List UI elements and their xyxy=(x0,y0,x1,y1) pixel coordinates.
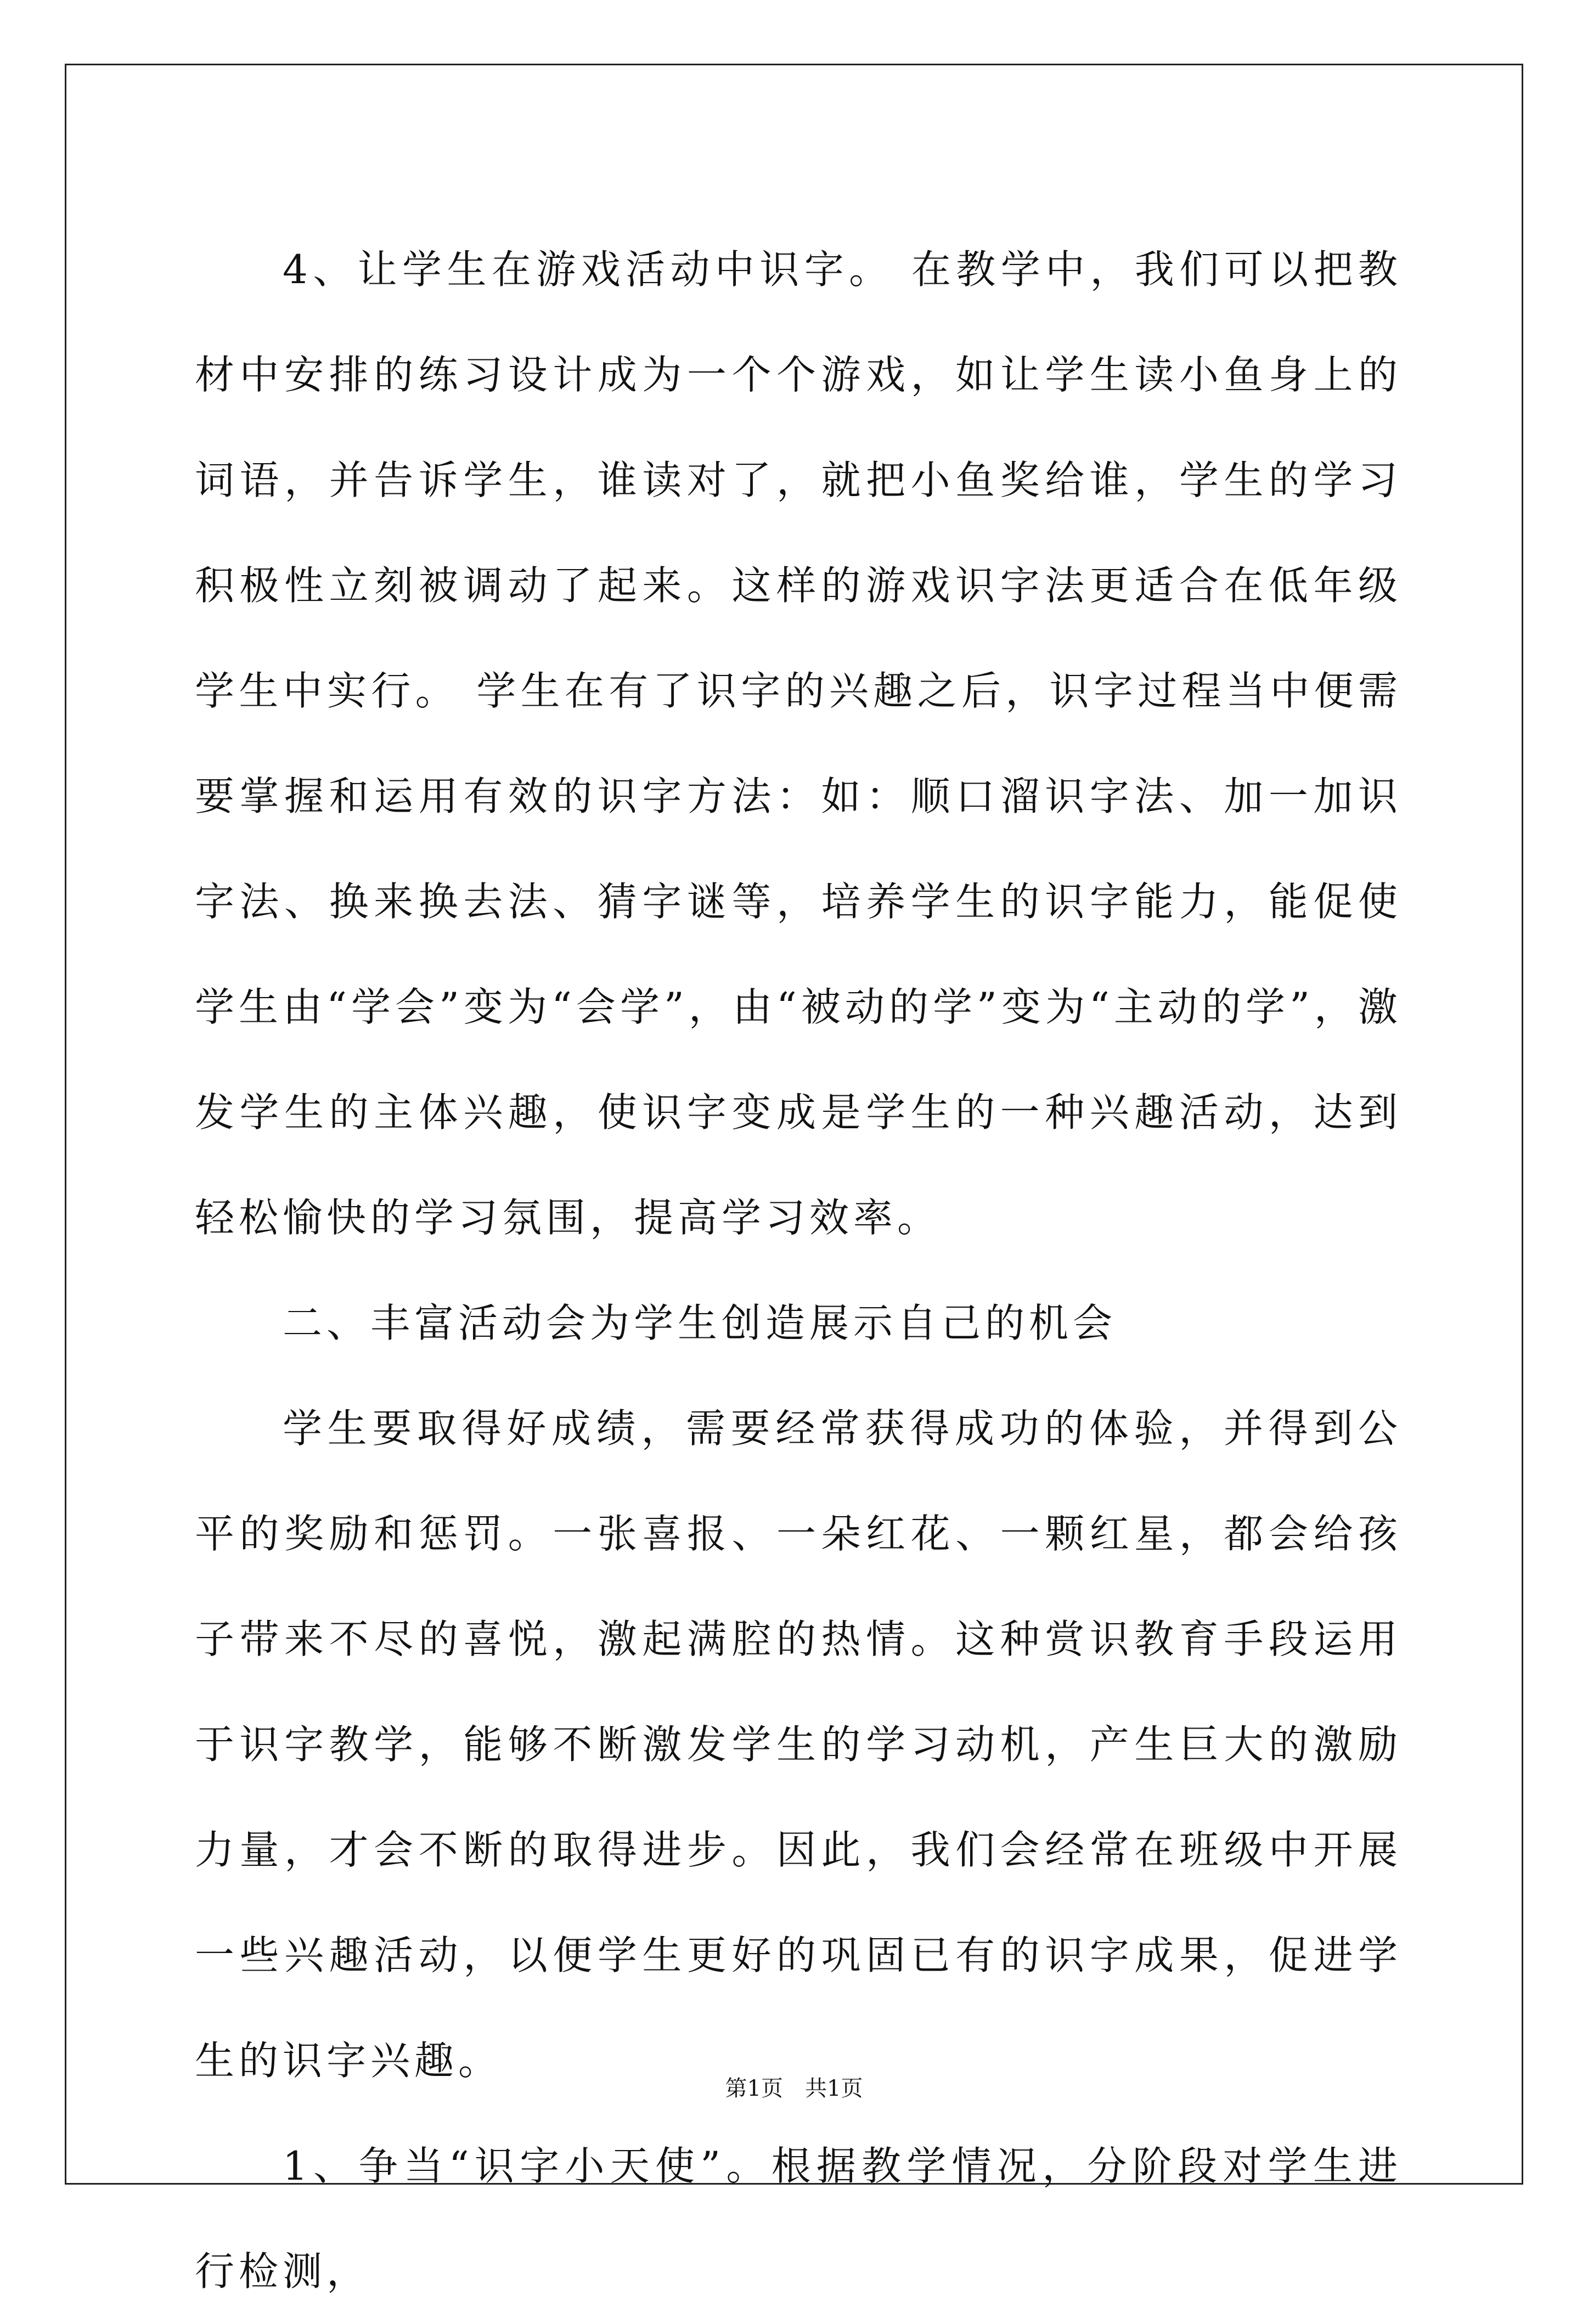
document-body xyxy=(195,217,1402,2324)
section-heading: 二、丰富活动会为学生创造展示自己的机会 xyxy=(283,1300,1117,1346)
paragraph-activities: 学生要取得好成绩，需要经常获得成功的体验，并得到公平的奖励和惩罚。一张喜报、一朵红花、一颗红星，都会给孩子带来不尽的喜悦，激起满腔的热情。这种赏识教育手段运用于识字教学，能够不断激发学生的学习动机，产生巨大的激励力量，才会不断的取得进步。因此，我们会经常在班级中开展一些兴趣活动，以便学生更好的巩固已有的识字成果，促进学生的识字兴趣。 xyxy=(195,1405,1402,2084)
page-footer xyxy=(0,2075,1588,2102)
paragraph-literacy-angel: 1、争当“识字小天使”。根据教学情况，分阶段对学生进行检测， xyxy=(195,2143,1402,2294)
page-total: 共1页 xyxy=(805,2076,863,2101)
page-number: 第1页 xyxy=(725,2076,783,2101)
paragraph-game-literacy: 4、让学生在游戏活动中识字。 在教学中，我们可以把教材中安排的练习设计成为一个个游戏，如让学生读小鱼身上的词语，并告诉学生，谁读对了，就把小鱼奖给谁，学生的学习积极性立刻被调动了起来。这样的游戏识字法更适合在低年级学生中实行。 学生在有了识字的兴趣之后，识字过程当中便需要掌握和运用有效的识字方法：如：顺口溜识字法、加一加识字法、换来换去法、猜字谜等，培养学生的识字能力，能促使学生由“学会”变为“会学”，由“被动的学”变为“主动的学”，激发学生的主体兴趣，使识字变成是学生的一种兴趣活动，达到轻松愉快的学习氛围，提高学习效率。 xyxy=(195,246,1402,1241)
